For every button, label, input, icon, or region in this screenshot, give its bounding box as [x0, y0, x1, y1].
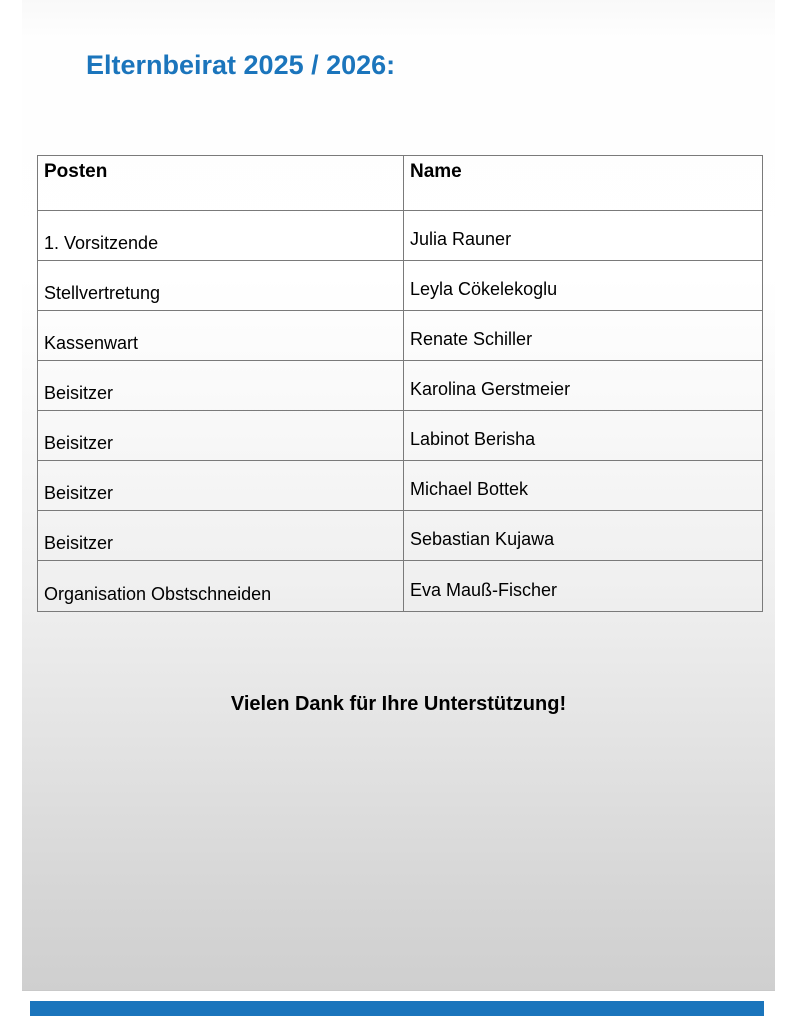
table-row: [38, 461, 763, 511]
cell-posten: Beisitzer: [38, 511, 404, 561]
cell-name: Karolina Gerstmeier: [404, 361, 763, 411]
cell-name: Eva Mauß-Fischer: [404, 561, 763, 612]
cell-name: Labinot Berisha: [404, 411, 763, 461]
cell-name: Sebastian Kujawa: [404, 511, 763, 561]
cell-name: Michael Bottek: [404, 461, 763, 511]
table-row: [38, 361, 763, 411]
table-row: [38, 411, 763, 461]
cell-posten: Stellvertretung: [38, 261, 404, 311]
table-row: [38, 311, 763, 361]
table-row: [38, 511, 763, 561]
table-row: [38, 561, 763, 612]
footer-accent-bar: [30, 1001, 764, 1016]
column-header-posten: Posten: [38, 156, 404, 211]
cell-posten: Beisitzer: [38, 361, 404, 411]
board-members-table: [37, 155, 763, 612]
column-header-name: Name: [404, 156, 763, 211]
table-row: [38, 211, 763, 261]
cell-posten: Kassenwart: [38, 311, 404, 361]
table-row: [38, 261, 763, 311]
cell-posten: 1. Vorsitzende: [38, 211, 404, 261]
cell-posten: Beisitzer: [38, 411, 404, 461]
thanks-message: Vielen Dank für Ihre Unterstützung!: [230, 693, 567, 715]
cell-posten: Organisation Obstschneiden: [38, 561, 404, 612]
table-header-row: [38, 156, 763, 211]
cell-name: Leyla Cökelekoglu: [404, 261, 763, 311]
cell-posten: Beisitzer: [38, 461, 404, 511]
cell-name: Julia Rauner: [404, 211, 763, 261]
cell-name: Renate Schiller: [404, 311, 763, 361]
page-title: Elternbeirat 2025 / 2026:: [86, 50, 396, 80]
